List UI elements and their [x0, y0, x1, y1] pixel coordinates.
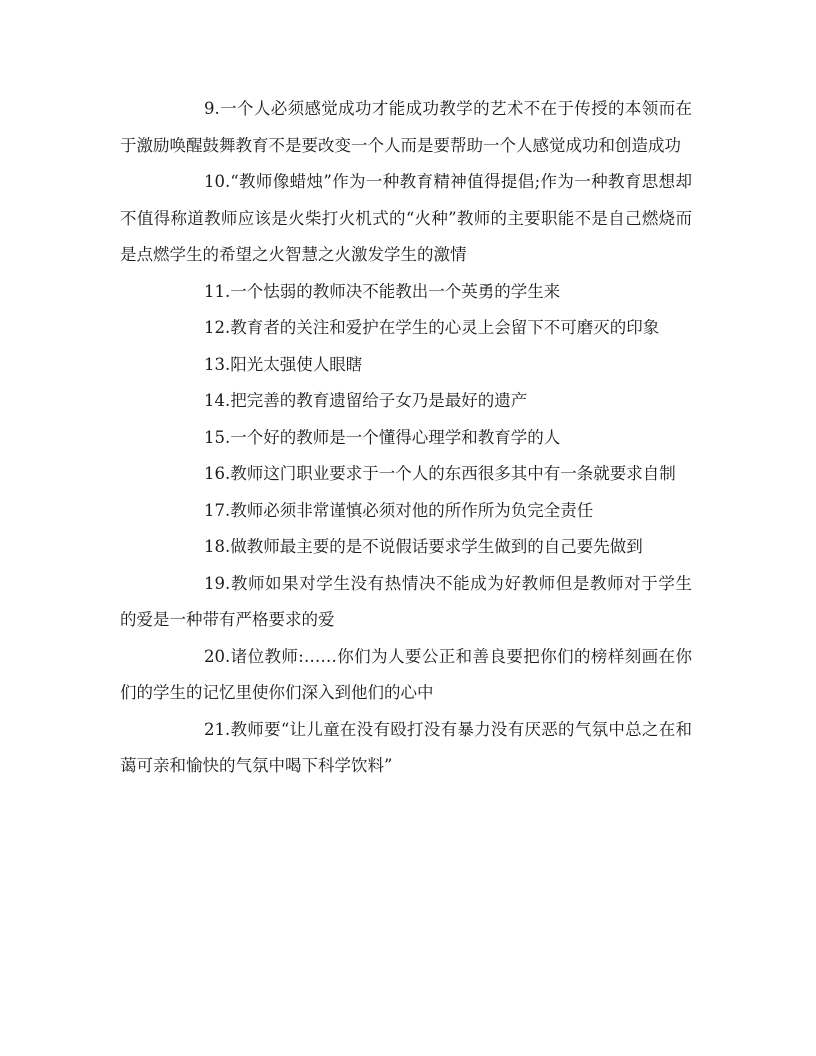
paragraph-17: 17.教师必须非常谨慎必须对他的所作所为负完全责任 [204, 500, 594, 520]
paragraph-12: 12.教育者的关注和爱护在学生的心灵上会留下不可磨灭的印象 [204, 318, 660, 337]
paragraph-10: 10.“教师像蜡烛”作为一种教育精神值得提倡;作为一种教育思想却不值得称道教师应该是火柴打火机式的“火种”教师的主要职能不是自己燃烧而是点燃学生的希望之火智慧之火激发学生的激情 [120, 172, 692, 264]
document-body [120, 91, 692, 785]
paragraph-20: 20.诸位教师:……你们为人要公正和善良要把你们的榜样刻画在你们的学生的记忆里使你们深入到他们的心中 [120, 646, 692, 702]
paragraph-11: 11.一个怯弱的教师决不能教出一个英勇的学生来 [204, 281, 561, 301]
paragraph-15: 15.一个好的教师是一个懂得心理学和教育学的人 [204, 427, 561, 447]
paragraph-21: 21.教师要“让儿童在没有殴打没有暴力没有厌恶的气氛中总之在和蔼可亲和愉快的气氛中喝下科学饮料” [120, 719, 692, 775]
paragraph-13: 13.阳光太强使人眼瞎 [204, 354, 363, 374]
paragraph-16: 16.教师这门职业要求于一个人的东西很多其中有一条就要求自制 [204, 464, 676, 483]
paragraph-19: 19.教师如果对学生没有热情决不能成为好教师但是教师对于学生的爱是一种带有严格要求的爱 [120, 573, 692, 629]
paragraph-14: 14.把完善的教育遗留给子女乃是最好的遗产 [204, 391, 528, 410]
paragraph-18: 18.做教师最主要的是不说假话要求学生做到的自己要先做到 [204, 537, 643, 556]
paragraph-9: 9.一个人必须感觉成功才能成功教学的艺术不在于传授的本领而在于激励唤醒鼓舞教育不是要改变一个人而是要帮助一个人感觉成功和创造成功 [120, 99, 692, 155]
